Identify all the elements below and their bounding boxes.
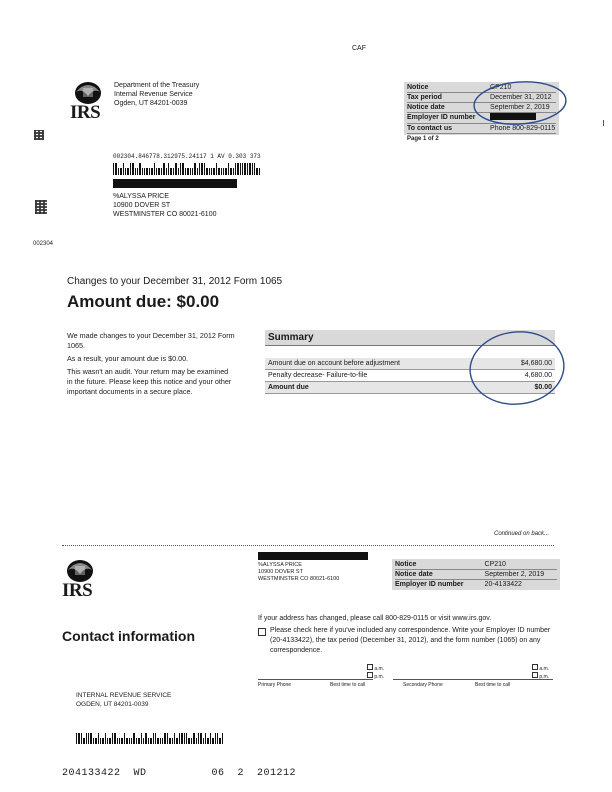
barcode-bar bbox=[130, 163, 131, 175]
return-addr1: INTERNAL REVENUE SERVICE bbox=[76, 692, 172, 699]
barcode-bar bbox=[125, 168, 126, 175]
barcode-bar bbox=[151, 168, 152, 175]
barcode-bar bbox=[209, 168, 210, 175]
pm-label: p.m. bbox=[539, 674, 550, 680]
barcode-bar bbox=[142, 168, 143, 175]
am-pm-1 bbox=[367, 664, 384, 680]
barcode-bar bbox=[95, 738, 96, 744]
summary-title: Summary bbox=[265, 330, 555, 346]
barcode-bar bbox=[206, 168, 207, 175]
scan-line: 204133422 WD 06 2 201212 bbox=[62, 768, 297, 779]
barcode-bar bbox=[212, 738, 213, 744]
barcode-bar bbox=[158, 168, 159, 175]
barcode-bar bbox=[230, 168, 231, 175]
barcode-bar bbox=[114, 733, 115, 744]
agency-line1: Department of the Treasury bbox=[114, 82, 200, 89]
barcode-bar bbox=[83, 738, 84, 744]
barcode-bar bbox=[118, 168, 119, 175]
barcode-bar bbox=[196, 738, 197, 744]
barcode-bar bbox=[192, 168, 193, 175]
mail-attn: %ALYSSA PRICE bbox=[113, 193, 169, 200]
barcode-bar bbox=[242, 163, 243, 175]
irs-logo-text: IRS bbox=[62, 580, 93, 601]
irs-logo bbox=[70, 80, 106, 124]
barcode-bar bbox=[176, 738, 177, 744]
barcode-bar bbox=[240, 163, 241, 175]
notice-value: CP210 bbox=[490, 84, 512, 91]
barcode-bar bbox=[78, 733, 79, 744]
stub-notice-box bbox=[392, 559, 560, 590]
barcode-bar bbox=[193, 733, 194, 744]
barcode-bar bbox=[187, 168, 188, 175]
barcode-bar bbox=[160, 738, 161, 744]
barcode-bar bbox=[216, 163, 217, 175]
stub-addr2: 10900 DOVER ST bbox=[258, 569, 303, 575]
stub-date-label: Notice date bbox=[395, 571, 433, 578]
barcode-bar bbox=[223, 168, 224, 175]
barcode-bar bbox=[113, 163, 114, 175]
barcode-bar bbox=[233, 168, 234, 175]
stub-notice-label: Notice bbox=[395, 561, 417, 568]
barcode-bar bbox=[139, 163, 140, 175]
best-time-label: Best time to call bbox=[330, 682, 366, 688]
barcode-bar bbox=[166, 168, 167, 175]
tax-period-value: December 31, 2012 bbox=[490, 94, 552, 101]
handdrawn-circle-summary bbox=[466, 328, 568, 410]
barcode-bar bbox=[144, 168, 145, 175]
barcode-bar bbox=[173, 168, 174, 175]
barcode-bar bbox=[86, 733, 87, 744]
barcode-bar bbox=[228, 163, 229, 175]
barcode-bar bbox=[200, 733, 201, 744]
postal-barcode-top bbox=[113, 163, 260, 175]
barcode-bar bbox=[210, 733, 211, 744]
tax-period-label: Tax period bbox=[407, 94, 442, 101]
barcode-bar bbox=[203, 738, 204, 744]
contact-value: Phone 800-829-0115 bbox=[490, 125, 556, 132]
irs-logo-text: IRS bbox=[70, 102, 101, 123]
barcode-bar bbox=[127, 168, 128, 175]
barcode-bar bbox=[132, 163, 133, 175]
barcode-bar bbox=[137, 168, 138, 175]
barcode-bar bbox=[247, 163, 248, 175]
primary-phone-label: Primary Phone bbox=[258, 682, 292, 688]
barcode-bar bbox=[163, 163, 164, 175]
barcode-bar bbox=[167, 733, 168, 744]
summary-row-value: 4,680.00 bbox=[524, 372, 552, 379]
summary-row-label: Amount due on account before adjustment bbox=[268, 360, 400, 367]
employer-id-label: Employer ID number bbox=[407, 114, 476, 121]
stub-address bbox=[258, 562, 339, 583]
barcode-bar bbox=[149, 168, 150, 175]
barcode-bar bbox=[235, 163, 236, 175]
para-result: As a result, your amount due is $0.00. bbox=[67, 354, 189, 363]
mail-city: WESTMINSTER CO 80021-6100 bbox=[113, 211, 217, 218]
barcode-bar bbox=[190, 168, 191, 175]
barcode-bar bbox=[194, 163, 195, 175]
sort-code: 002304 bbox=[33, 241, 54, 247]
barcode-bar bbox=[123, 163, 124, 175]
notice-label: Notice bbox=[407, 84, 429, 91]
barcode-bar bbox=[154, 163, 155, 175]
barcode-bar bbox=[112, 733, 113, 744]
barcode-bar bbox=[105, 733, 106, 744]
barcode-bar bbox=[153, 733, 154, 744]
best-time-label-2: Best time to call bbox=[475, 682, 511, 688]
handdrawn-circle-top bbox=[470, 78, 570, 130]
correspondence-row bbox=[258, 626, 554, 656]
barcode-bar bbox=[204, 163, 205, 175]
barcode-bar bbox=[117, 738, 118, 744]
barcode-bar bbox=[185, 168, 186, 175]
correspondence-text: Please check here if you've included any correspondence. Write your Employer ID number (20-4133422), the tax period (December 31, 2012), and the form number (1065) on any correspondence. bbox=[270, 627, 551, 654]
barcode-bar bbox=[198, 733, 199, 744]
barcode-bar bbox=[191, 738, 192, 744]
redacted-stub-name bbox=[258, 552, 368, 560]
summary-total-value: $0.00 bbox=[534, 384, 552, 391]
pm-label: p.m. bbox=[374, 674, 385, 680]
barcode-bar bbox=[161, 168, 162, 175]
barcode-bar bbox=[178, 168, 179, 175]
barcode-bar bbox=[256, 168, 257, 175]
summary-row-value: $4,680.00 bbox=[520, 360, 552, 367]
barcode-bar bbox=[124, 733, 125, 744]
barcode-bar bbox=[143, 738, 144, 744]
barcode-bar bbox=[205, 733, 206, 744]
barcode-bar bbox=[182, 163, 183, 175]
barcode-bar bbox=[102, 738, 103, 744]
barcode-bar bbox=[146, 168, 147, 175]
barcode-bar bbox=[120, 168, 121, 175]
barcode-bar bbox=[249, 163, 250, 175]
tracking-line: 002304.846778.312975.24117 1 AV 0.303 373 bbox=[113, 153, 261, 160]
barcode-bar bbox=[131, 738, 132, 744]
return-address bbox=[76, 691, 171, 709]
barcode-bar bbox=[237, 163, 238, 175]
para-audit: This wasn't an audit. Your return may be examined in the future. Please keep this notice and your other important documents in a secure place. bbox=[67, 367, 232, 396]
para-changes: We made changes to your December 31, 2012 Form 1065. bbox=[67, 331, 235, 350]
barcode-bar bbox=[169, 738, 170, 744]
stub-addr3: WESTMINSTER CO 80021-6100 bbox=[258, 576, 340, 582]
stub-ein-label: Employer ID number bbox=[395, 581, 464, 588]
agency-line2: Internal Revenue Service bbox=[114, 91, 193, 98]
barcode-bar bbox=[107, 738, 108, 744]
tear-line bbox=[62, 545, 554, 546]
barcode-bar bbox=[217, 733, 218, 744]
mail-street: 10900 DOVER ST bbox=[113, 202, 171, 209]
secondary-phone-line[interactable] bbox=[393, 679, 553, 680]
contact-label: To contact us bbox=[407, 125, 452, 132]
barcode-bar bbox=[188, 738, 189, 744]
barcode-bar bbox=[129, 738, 130, 744]
agency-line3: Ogden, UT 84201-0039 bbox=[114, 100, 188, 107]
barcode-bar bbox=[157, 738, 158, 744]
continued-note: Continued on back... bbox=[494, 531, 550, 537]
agency-address bbox=[114, 81, 199, 108]
barcode-bar bbox=[201, 163, 202, 175]
barcode-bar bbox=[164, 733, 165, 744]
barcode-bar bbox=[115, 163, 116, 175]
barcode-bar bbox=[93, 738, 94, 744]
barcode-bar bbox=[215, 733, 216, 744]
barcode-bar bbox=[175, 163, 176, 175]
barcode-bar bbox=[133, 733, 134, 744]
barcode-bar bbox=[225, 168, 226, 175]
irs-logo-stub bbox=[62, 558, 98, 602]
am-pm-2 bbox=[532, 664, 549, 680]
barcode-bar bbox=[244, 163, 245, 175]
return-addr2: OGDEN, UT 84201-0039 bbox=[76, 701, 149, 708]
secondary-phone-label: Secondary Phone bbox=[403, 682, 443, 688]
summary-row-label: Penalty decrease- Failure-to-file bbox=[268, 372, 368, 379]
barcode-bar bbox=[90, 733, 91, 744]
barcode-bar bbox=[254, 163, 255, 175]
barcode-bar bbox=[181, 733, 182, 744]
barcode-bar bbox=[76, 733, 77, 744]
barcode-bar bbox=[136, 738, 137, 744]
barcode-bar bbox=[155, 733, 156, 744]
barcode-bar bbox=[150, 738, 151, 744]
barcode-bar bbox=[81, 733, 82, 744]
barcode-bar bbox=[172, 738, 173, 744]
barcode-bar bbox=[259, 168, 260, 175]
barcode-bar bbox=[186, 733, 187, 744]
barcode-bar bbox=[222, 733, 223, 744]
barcode-bar bbox=[168, 163, 169, 175]
barcode-bar bbox=[170, 168, 171, 175]
am-label: a.m. bbox=[374, 666, 385, 672]
barcode-bar bbox=[145, 733, 146, 744]
barcode-bar bbox=[174, 733, 175, 744]
stub-date-value: September 2, 2019 bbox=[484, 571, 545, 578]
margin-mark bbox=[603, 120, 604, 126]
barcode-bar bbox=[213, 168, 214, 175]
barcode-bar bbox=[221, 168, 222, 175]
barcode-bar bbox=[119, 738, 120, 744]
address-change-text: If your address has changed, please call 800-829-0115 or visit www.irs.gov. bbox=[258, 615, 492, 622]
barcode-bar bbox=[179, 733, 180, 744]
stub-notice-value: CP210 bbox=[484, 561, 506, 568]
barcode-bar bbox=[141, 733, 142, 744]
barcode-bar bbox=[148, 738, 149, 744]
barcode-bar bbox=[252, 163, 253, 175]
datamatrix-code bbox=[35, 200, 47, 214]
barcode-bar bbox=[138, 738, 139, 744]
page-indicator: Page 1 of 2 bbox=[407, 136, 439, 142]
barcode-bar bbox=[197, 168, 198, 175]
barcode-bar bbox=[135, 168, 136, 175]
notice-date-label: Notice date bbox=[407, 104, 445, 111]
barcode-bar bbox=[109, 738, 110, 744]
barcode-bar bbox=[98, 733, 99, 744]
subtitle: Changes to your December 31, 2012 Form 1065 bbox=[67, 276, 283, 287]
mail-address bbox=[113, 192, 216, 219]
barcode-bar bbox=[218, 168, 219, 175]
barcode-bar bbox=[180, 163, 181, 175]
am-label: a.m. bbox=[539, 666, 550, 672]
barcode-bar bbox=[121, 738, 122, 744]
barcode-bar bbox=[199, 163, 200, 175]
caf-label: CAF bbox=[352, 45, 366, 52]
barcode-bar bbox=[219, 738, 220, 744]
correspondence-checkbox[interactable] bbox=[258, 628, 266, 636]
small-2d-code bbox=[34, 130, 44, 140]
barcode-bar bbox=[126, 738, 127, 744]
barcode-bar bbox=[100, 738, 101, 744]
contact-info-heading: Contact information bbox=[62, 628, 195, 644]
summary-total-label: Amount due bbox=[268, 384, 309, 391]
postal-barcode-bottom bbox=[76, 733, 223, 744]
barcode-bar bbox=[88, 733, 89, 744]
barcode-bar bbox=[162, 738, 163, 744]
stub-addr1: %ALYSSA PRICE bbox=[258, 562, 302, 568]
primary-phone-line[interactable] bbox=[258, 679, 373, 680]
barcode-bar bbox=[211, 168, 212, 175]
amount-due-title: Amount due: $0.00 bbox=[67, 292, 220, 311]
barcode-bar bbox=[207, 738, 208, 744]
explanation bbox=[67, 331, 235, 397]
redacted-name bbox=[113, 179, 237, 188]
notice-date-value: September 2, 2019 bbox=[490, 104, 550, 111]
barcode-bar bbox=[156, 168, 157, 175]
stub-ein-value: 20-4133422 bbox=[484, 581, 522, 588]
barcode-bar bbox=[184, 733, 185, 744]
